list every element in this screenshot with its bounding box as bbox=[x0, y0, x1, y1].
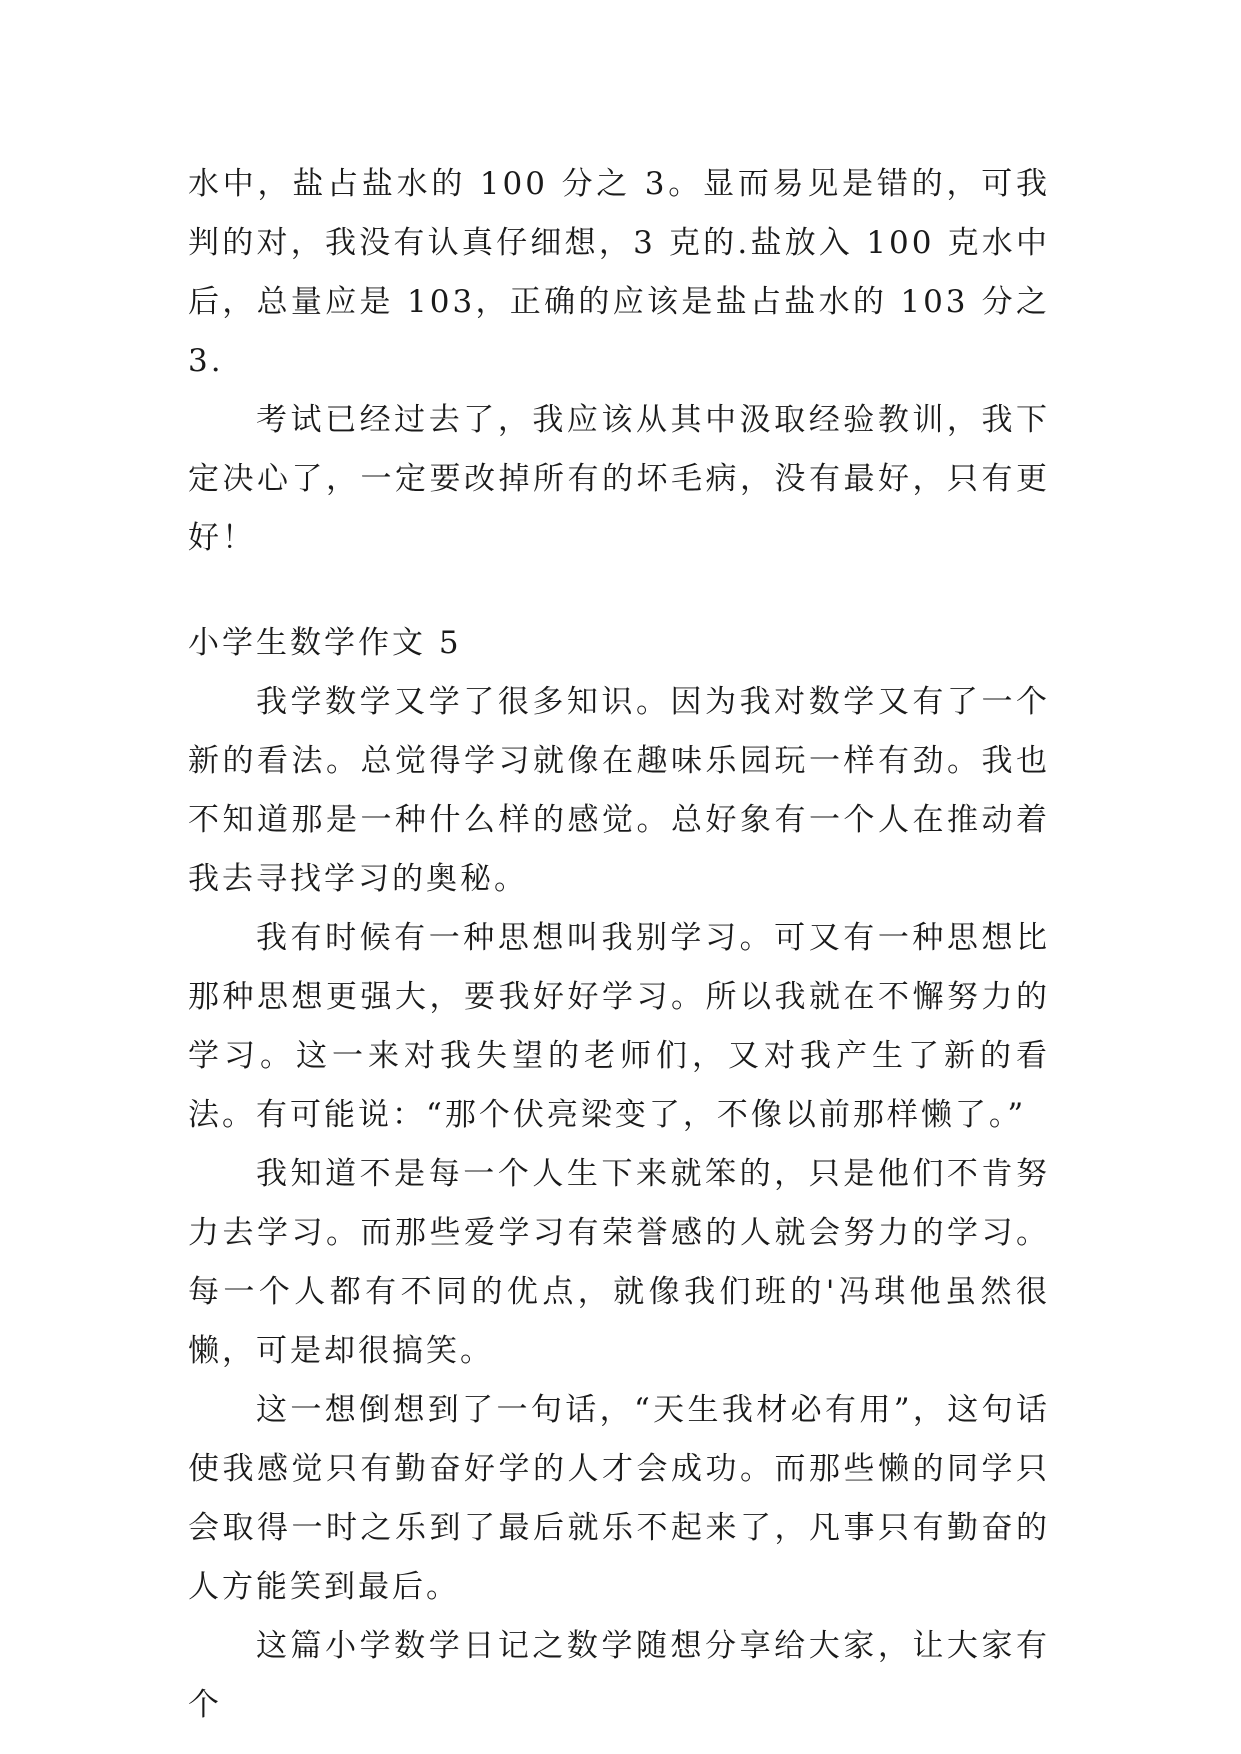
paragraph: 这一想倒想到了一句话，“天生我材必有用”，这句话使我感觉只有勤奋好学的人才会成功。而那些懒的同学只会取得一时之乐到了最后就乐不起来了，凡事只有勤奋的人方能笑到最后。 bbox=[188, 1392, 1050, 1605]
paragraph-continued: 水中，盐占盐水的 100 分之 3。显而易见是错的，可我判的对，我没有认真仔细想，3 克的.盐放入 100 克水中后，总量应是 103，正确的应该是盐占盐水的 103 分之 3. bbox=[188, 166, 1050, 379]
document-body bbox=[188, 155, 1050, 1735]
paragraph: 我学数学又学了很多知识。因为我对数学又有了一个新的看法。总觉得学习就像在趣味乐园玩一样有劲。我也不知道那是一种什么样的感觉。总好象有一个人在推动着我去寻找学习的奥秘。 bbox=[188, 684, 1050, 897]
section-title: 小学生数学作文 5 bbox=[188, 625, 462, 661]
paragraph: 我有时候有一种思想叫我别学习。可又有一种思想比那种思想更强大，要我好好学习。所以我就在不懈努力的学习。这一来对我失望的老师们，又对我产生了新的看法。有可能说：“那个伏亮梁变了，不像以前那样懒了。” bbox=[188, 920, 1050, 1133]
paragraph-truncated: 这篇小学数学日记之数学随想分享给大家，让大家有个 bbox=[188, 1628, 1050, 1723]
paragraph: 考试已经过去了，我应该从其中汲取经验教训，我下定决心了，一定要改掉所有的坏毛病，没有最好，只有更好！ bbox=[188, 402, 1050, 556]
paragraph: 我知道不是每一个人生下来就笨的，只是他们不肯努力去学习。而那些爱学习有荣誉感的人就会努力的学习。每一个人都有不同的优点，就像我们班的'冯琪他虽然很懒，可是却很搞笑。 bbox=[188, 1156, 1050, 1369]
